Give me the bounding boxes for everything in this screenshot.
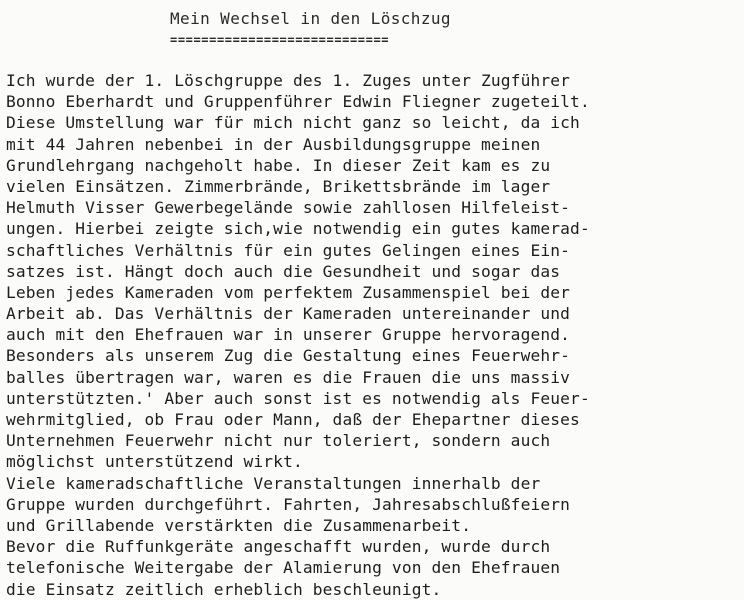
text-line: wehrmitglied, ob Frau oder Mann, daß der Ehepartner dieses	[6, 410, 580, 429]
text-line: unterstützten.' Aber auch sonst ist es notwendig als Feuer-	[6, 388, 590, 408]
text-line: möglichst unterstützend wirkt.	[6, 452, 303, 472]
text-line: und Grillabende verstärkten die Zusammenarbeit.	[6, 515, 472, 535]
title-underline: ============================	[170, 33, 390, 47]
text-line: Leben jedes Kameraden vom perfektem Zusammenspiel bei der	[6, 282, 571, 302]
text-line: ungen. Hierbei zeigte sich,wie notwendig ein gutes kamerad-	[6, 219, 590, 239]
text-line: Grundlehrgang nachgeholt habe. In dieser Zeit kam es zu	[6, 155, 551, 175]
text-line: Bevor die Ruffunkgeräte angeschafft wurden, wurde durch	[6, 537, 551, 557]
text-line: vielen Einsätzen. Zimmerbrände, Brikettsbrände im lager	[6, 176, 551, 196]
text-line: telefonische Weitergabe der Alamierung von den Ehefrauen	[6, 558, 561, 578]
text-line: Bonno Eberhardt und Gruppenführer Edwin Fliegner zugeteilt.	[6, 92, 590, 112]
body-text	[6, 70, 742, 600]
text-line: Unternehmen Feuerwehr nicht nur toleriert, sondern auch	[6, 431, 551, 451]
text-line: die Einsatz zeitlich erheblich beschleunigt.	[6, 579, 442, 599]
document-title: Mein Wechsel in den Löschzug	[170, 9, 451, 28]
text-line: mit 44 Jahren nebenbei in der Ausbildungsgruppe meinen	[6, 134, 541, 154]
text-line: Diese Umstellung war für mich nicht ganz so leicht, da ich	[6, 113, 580, 133]
text-line: Gruppe wurden durchgeführt. Fahrten, Jahresabschlußfeiern	[6, 494, 571, 514]
text-line: satzes ist. Hängt doch auch die Gesundheit und sogar das	[6, 261, 561, 281]
text-line: Arbeit ab. Das Verhältnis der Kameraden untereinander und	[6, 304, 571, 324]
text-line: auch mit den Ehefrauen war in unserer Gruppe hervoragend.	[6, 325, 571, 345]
text-line: Helmuth Visser Gewerbegelände sowie zahllosen Hilfeleist-	[6, 198, 571, 218]
text-line: Ich wurde der 1. Löschgruppe des 1. Zuges unter Zugführer	[6, 71, 571, 90]
text-line: Besonders als unserem Zug die Gestaltung eines Feuerwehr-	[6, 346, 571, 366]
text-line: balles übertragen war, waren es die Frauen die uns massiv	[6, 367, 571, 387]
text-line: schaftliches Verhältnis für ein gutes Gelingen eines Ein-	[6, 240, 571, 260]
text-line: Viele kameradschaftliche Veranstaltungen innerhalb der	[6, 473, 541, 493]
